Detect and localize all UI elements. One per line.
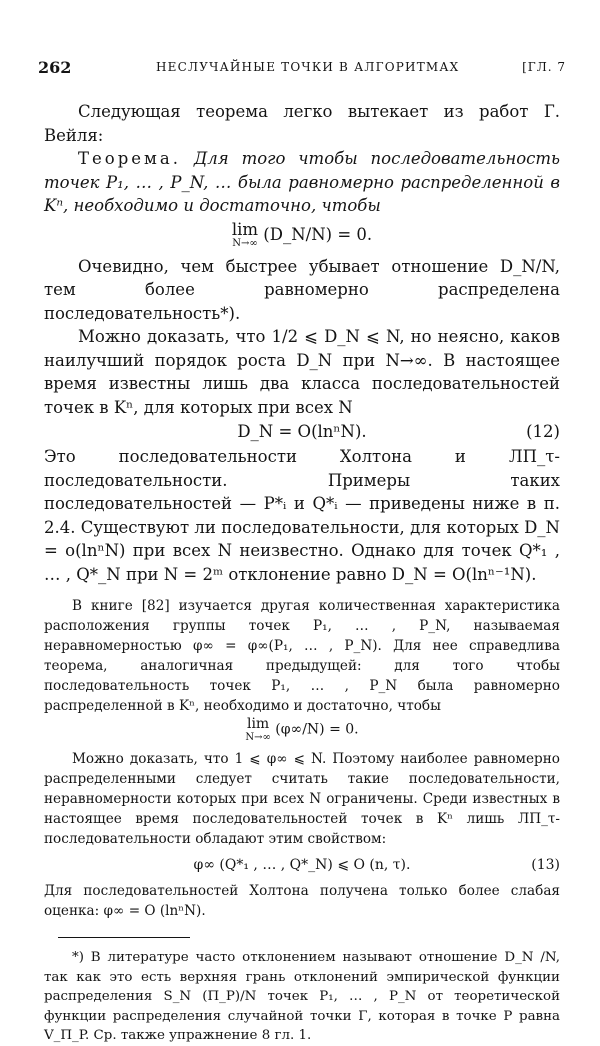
formula-12-number: (12): [526, 422, 560, 441]
limit-operator: lim N→∞: [231, 219, 259, 249]
page-header: [38, 58, 566, 80]
limit-operator-small: lim N→∞: [245, 716, 271, 743]
paragraph-obviously: Очевидно, чем быстрее убывает отношение D_N/N, тем более равномерно распределена последовательность*).: [44, 256, 560, 323]
intro-paragraph: Следующая теорема легко вытекает из работ Г. Вейля:: [44, 102, 560, 145]
limit-formula-small: [44, 716, 560, 743]
small-paragraph-halton: Для последовательностей Холтона получена только более слабая оценка: φ∞ = O (lnⁿN).: [44, 883, 560, 919]
limit-expression-small: (φ∞/N) = 0.: [275, 721, 359, 738]
formula-13-expression: φ∞ (Q*₁ , … , Q*_N) ⩽ O (n, τ).: [193, 857, 411, 873]
paragraph-can-prove: Можно доказать, что 1/2 ⩽ D_N ⩽ N, но неясно, каков наилучший порядок роста D_N при N→∞. В настоящее время известны лишь два класса последовательностей точек в Kⁿ, для которых при всех N: [44, 327, 560, 417]
main-text: [44, 100, 560, 1046]
footnote-rule: [58, 937, 190, 938]
formula-12-expression: D_N = O(lnⁿN).: [237, 422, 367, 441]
theorem-paragraph: [44, 147, 560, 218]
small-paragraph-can-prove: Можно доказать, что 1 ⩽ φ∞ ⩽ N. Поэтому наиболее равномерно распределенными следует считать такие последовательности, неравномерности которых при всех N ограничены. Среди известных в настоящее время последовательностей точек в Kⁿ лишь ЛП_τ-последовательности обладают этим свойством:: [44, 751, 560, 847]
theorem-label: Теорема.: [78, 149, 181, 168]
small-paragraph-book: В книге [82] изучается другая количественная характеристика расположения группы точек P₁, … , P_N, называемая неравномерностью φ∞ = φ∞(P₁, … , P_N). Для нее справедлива теорема, аналогичная предыдущей: для того чтобы последовательность точек P₁, … , P_N была равномерно распределенной в Kⁿ, необходимо и достаточно, чтобы: [44, 598, 560, 714]
chapter-marker: [ГЛ. 7: [522, 60, 566, 74]
paragraph-halton: Это последовательности Холтона и ЛП_τ-последовательности. Примеры таких последовательностей — P*ᵢ и Q*ᵢ — приведены ниже в п. 2.4. Существуют ли последовательности, для которых D_N = o(lnⁿN) при всех N неизвестно. Однако для точек Q*₁ , … , Q*_N при N = 2ᵐ отклонение равно D_N = O(lnⁿ⁻¹N).: [44, 447, 560, 584]
formula-12: [44, 419, 560, 445]
theorem-text: Для того чтобы последовательность точек P₁, … , P_N, … была равномерно распределенной в Kⁿ, необходимо и достаточно, чтобы: [44, 149, 561, 215]
page-number: 262: [38, 58, 72, 77]
limit-formula-main: [44, 219, 560, 249]
footnote: *) В литературе часто отклонением называют отношение D_N /N, так как это есть верхняя грань отклонений эмпирической функции распределения S_N (Π_P)/N точек P₁, … , P_N от теоретической функции распределения случайной точки Γ, которая в точке P равна V_Π_P. Ср. также упражнение 8 гл. 1.: [44, 950, 560, 1044]
running-title: НЕСЛУЧАЙНЫЕ ТОЧКИ В АЛГОРИТМАХ: [156, 60, 460, 74]
formula-13: [44, 853, 560, 877]
limit-expression: (D_N/N) = 0.: [263, 224, 373, 244]
formula-13-number: (13): [531, 857, 560, 873]
